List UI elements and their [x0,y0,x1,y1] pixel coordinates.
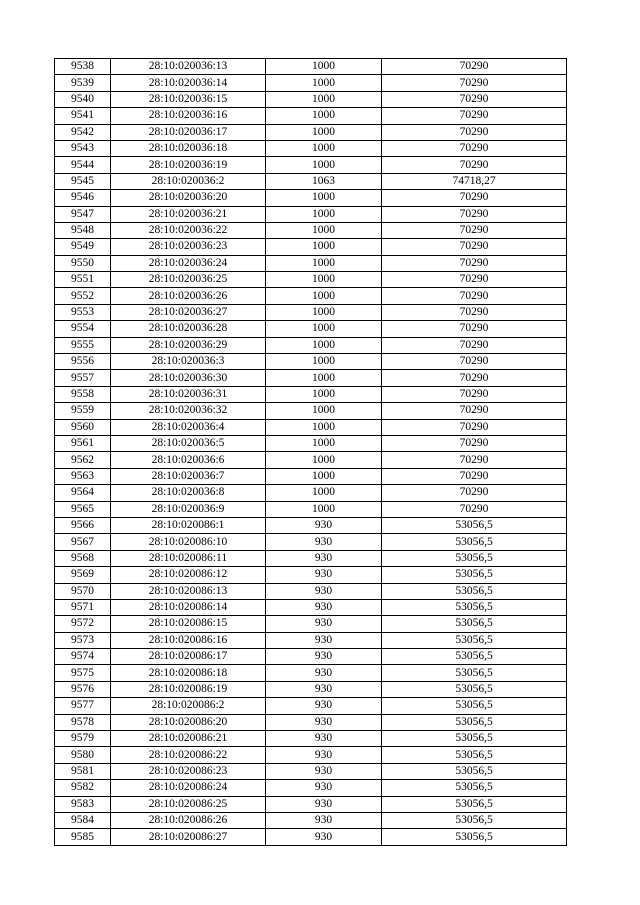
table-row [55,337,567,353]
row-number-cell: 9568 [55,550,111,566]
value-cell: 70290 [382,419,567,435]
row-number-cell: 9583 [55,796,111,812]
area-cell: 1000 [266,452,382,468]
cadastral-number-cell: 28:10:020086:27 [111,829,266,845]
row-number-cell: 9550 [55,255,111,271]
cadastral-number-cell: 28:10:020036:4 [111,419,266,435]
area-cell: 1000 [266,501,382,517]
area-cell: 930 [266,763,382,779]
area-cell: 1000 [266,140,382,156]
row-number-cell: 9544 [55,157,111,173]
row-number-cell: 9563 [55,468,111,484]
row-number-cell: 9553 [55,304,111,320]
value-cell: 70290 [382,386,567,402]
row-number-cell: 9574 [55,649,111,665]
table-row [55,272,567,288]
table-row [55,731,567,747]
area-cell: 1000 [266,304,382,320]
table-row [55,632,567,648]
value-cell: 70290 [382,190,567,206]
table-row [55,140,567,156]
area-cell: 1000 [266,321,382,337]
area-cell: 1000 [266,272,382,288]
area-cell: 930 [266,747,382,763]
row-number-cell: 9556 [55,354,111,370]
row-number-cell: 9565 [55,501,111,517]
area-cell: 1000 [266,59,382,75]
area-cell: 930 [266,632,382,648]
area-cell: 1063 [266,173,382,189]
table-row [55,190,567,206]
value-cell: 53056,5 [382,550,567,566]
cadastral-number-cell: 28:10:020086:15 [111,616,266,632]
row-number-cell: 9579 [55,731,111,747]
area-cell: 930 [266,616,382,632]
row-number-cell: 9557 [55,370,111,386]
cadastral-number-cell: 28:10:020036:5 [111,435,266,451]
value-cell: 53056,5 [382,649,567,665]
area-cell: 1000 [266,370,382,386]
cadastral-number-cell: 28:10:020086:12 [111,567,266,583]
row-number-cell: 9562 [55,452,111,468]
value-cell: 70290 [382,485,567,501]
table-row [55,763,567,779]
row-number-cell: 9577 [55,698,111,714]
table-row [55,452,567,468]
value-cell: 53056,5 [382,812,567,828]
value-cell: 53056,5 [382,698,567,714]
area-cell: 930 [266,534,382,550]
value-cell: 70290 [382,321,567,337]
area-cell: 1000 [266,288,382,304]
value-cell: 53056,5 [382,665,567,681]
table-row [55,812,567,828]
table-row [55,173,567,189]
table-row [55,386,567,402]
cadastral-number-cell: 28:10:020036:7 [111,468,266,484]
value-cell: 70290 [382,222,567,238]
table-row [55,550,567,566]
value-cell: 70290 [382,435,567,451]
cadastral-number-cell: 28:10:020036:17 [111,124,266,140]
table-row [55,534,567,550]
area-cell: 930 [266,567,382,583]
value-cell: 53056,5 [382,583,567,599]
row-number-cell: 9581 [55,763,111,779]
table-row [55,698,567,714]
table-row [55,321,567,337]
table-row [55,616,567,632]
value-cell: 70290 [382,304,567,320]
area-cell: 1000 [266,485,382,501]
area-cell: 930 [266,550,382,566]
area-cell: 1000 [266,403,382,419]
table-row [55,370,567,386]
table-row [55,108,567,124]
table-row [55,59,567,75]
area-cell: 1000 [266,206,382,222]
table-row [55,157,567,173]
area-cell: 1000 [266,386,382,402]
cadastral-number-cell: 28:10:020036:9 [111,501,266,517]
area-cell: 1000 [266,190,382,206]
row-number-cell: 9580 [55,747,111,763]
cadastral-number-cell: 28:10:020086:19 [111,681,266,697]
area-cell: 930 [266,796,382,812]
table-row [55,747,567,763]
area-cell: 1000 [266,222,382,238]
row-number-cell: 9567 [55,534,111,550]
area-cell: 1000 [266,157,382,173]
cadastral-number-cell: 28:10:020086:23 [111,763,266,779]
value-cell: 53056,5 [382,714,567,730]
cadastral-number-cell: 28:10:020086:10 [111,534,266,550]
area-cell: 930 [266,599,382,615]
cadastral-number-cell: 28:10:020036:29 [111,337,266,353]
value-cell: 70290 [382,370,567,386]
cadastral-number-cell: 28:10:020086:1 [111,517,266,533]
area-cell: 1000 [266,239,382,255]
row-number-cell: 9547 [55,206,111,222]
value-cell: 53056,5 [382,780,567,796]
value-cell: 70290 [382,403,567,419]
table-row [55,255,567,271]
value-cell: 53056,5 [382,567,567,583]
row-number-cell: 9570 [55,583,111,599]
area-cell: 1000 [266,337,382,353]
table-row [55,75,567,91]
value-cell: 53056,5 [382,599,567,615]
row-number-cell: 9558 [55,386,111,402]
cadastral-number-cell: 28:10:020086:25 [111,796,266,812]
table-row [55,485,567,501]
cadastral-number-cell: 28:10:020036:3 [111,354,266,370]
table-row [55,403,567,419]
cadastral-number-cell: 28:10:020036:6 [111,452,266,468]
cadastral-number-cell: 28:10:020086:22 [111,747,266,763]
table-row [55,583,567,599]
cadastral-number-cell: 28:10:020086:18 [111,665,266,681]
table-row [55,567,567,583]
area-cell: 1000 [266,354,382,370]
area-cell: 930 [266,829,382,845]
cadastral-number-cell: 28:10:020036:16 [111,108,266,124]
cadastral-number-cell: 28:10:020036:26 [111,288,266,304]
cadastral-number-cell: 28:10:020086:26 [111,812,266,828]
value-cell: 70290 [382,501,567,517]
table-row [55,435,567,451]
cadastral-number-cell: 28:10:020036:21 [111,206,266,222]
registry-table [54,58,567,846]
area-cell: 930 [266,681,382,697]
table-row [55,649,567,665]
value-cell: 70290 [382,75,567,91]
value-cell: 70290 [382,239,567,255]
value-cell: 53056,5 [382,796,567,812]
table-row [55,517,567,533]
value-cell: 70290 [382,255,567,271]
row-number-cell: 9573 [55,632,111,648]
row-number-cell: 9554 [55,321,111,337]
registry-table-body [55,59,567,846]
value-cell: 53056,5 [382,616,567,632]
table-row [55,780,567,796]
table-row [55,124,567,140]
value-cell: 70290 [382,337,567,353]
cadastral-number-cell: 28:10:020036:2 [111,173,266,189]
row-number-cell: 9576 [55,681,111,697]
cadastral-number-cell: 28:10:020036:14 [111,75,266,91]
cadastral-number-cell: 28:10:020036:20 [111,190,266,206]
value-cell: 70290 [382,91,567,107]
table-row [55,304,567,320]
row-number-cell: 9582 [55,780,111,796]
cadastral-number-cell: 28:10:020036:30 [111,370,266,386]
row-number-cell: 9549 [55,239,111,255]
table-row [55,239,567,255]
cadastral-number-cell: 28:10:020086:21 [111,731,266,747]
table-row [55,501,567,517]
table-row [55,354,567,370]
value-cell: 70290 [382,452,567,468]
area-cell: 930 [266,731,382,747]
row-number-cell: 9559 [55,403,111,419]
value-cell: 53056,5 [382,632,567,648]
cadastral-number-cell: 28:10:020086:20 [111,714,266,730]
area-cell: 930 [266,665,382,681]
cadastral-number-cell: 28:10:020086:13 [111,583,266,599]
table-row [55,288,567,304]
row-number-cell: 9560 [55,419,111,435]
table-row [55,681,567,697]
area-cell: 930 [266,649,382,665]
area-cell: 930 [266,780,382,796]
cadastral-number-cell: 28:10:020036:15 [111,91,266,107]
value-cell: 70290 [382,288,567,304]
row-number-cell: 9546 [55,190,111,206]
value-cell: 53056,5 [382,681,567,697]
area-cell: 1000 [266,255,382,271]
value-cell: 53056,5 [382,763,567,779]
table-row [55,206,567,222]
value-cell: 70290 [382,272,567,288]
row-number-cell: 9555 [55,337,111,353]
row-number-cell: 9543 [55,140,111,156]
value-cell: 70290 [382,59,567,75]
row-number-cell: 9542 [55,124,111,140]
table-row [55,419,567,435]
cadastral-number-cell: 28:10:020036:23 [111,239,266,255]
cadastral-number-cell: 28:10:020086:24 [111,780,266,796]
value-cell: 53056,5 [382,731,567,747]
area-cell: 1000 [266,91,382,107]
cadastral-number-cell: 28:10:020086:14 [111,599,266,615]
row-number-cell: 9564 [55,485,111,501]
area-cell: 930 [266,583,382,599]
area-cell: 930 [266,517,382,533]
cadastral-number-cell: 28:10:020036:8 [111,485,266,501]
area-cell: 930 [266,812,382,828]
row-number-cell: 9584 [55,812,111,828]
table-row [55,714,567,730]
value-cell: 53056,5 [382,534,567,550]
table-row [55,665,567,681]
value-cell: 70290 [382,157,567,173]
row-number-cell: 9569 [55,567,111,583]
value-cell: 70290 [382,206,567,222]
row-number-cell: 9572 [55,616,111,632]
area-cell: 1000 [266,435,382,451]
row-number-cell: 9566 [55,517,111,533]
cadastral-number-cell: 28:10:020036:22 [111,222,266,238]
table-row [55,222,567,238]
cadastral-number-cell: 28:10:020036:13 [111,59,266,75]
cadastral-number-cell: 28:10:020036:18 [111,140,266,156]
area-cell: 930 [266,714,382,730]
row-number-cell: 9538 [55,59,111,75]
cadastral-number-cell: 28:10:020036:28 [111,321,266,337]
value-cell: 53056,5 [382,747,567,763]
area-cell: 930 [266,698,382,714]
row-number-cell: 9541 [55,108,111,124]
area-cell: 1000 [266,108,382,124]
row-number-cell: 9539 [55,75,111,91]
cadastral-number-cell: 28:10:020036:27 [111,304,266,320]
table-row [55,829,567,845]
row-number-cell: 9540 [55,91,111,107]
row-number-cell: 9552 [55,288,111,304]
area-cell: 1000 [266,124,382,140]
table-row [55,91,567,107]
cadastral-number-cell: 28:10:020036:31 [111,386,266,402]
table-row [55,599,567,615]
table-row [55,796,567,812]
row-number-cell: 9545 [55,173,111,189]
value-cell: 70290 [382,468,567,484]
area-cell: 1000 [266,75,382,91]
value-cell: 70290 [382,124,567,140]
value-cell: 70290 [382,140,567,156]
cadastral-number-cell: 28:10:020036:24 [111,255,266,271]
value-cell: 53056,5 [382,517,567,533]
value-cell: 74718,27 [382,173,567,189]
cadastral-number-cell: 28:10:020086:11 [111,550,266,566]
value-cell: 70290 [382,354,567,370]
cadastral-number-cell: 28:10:020036:32 [111,403,266,419]
row-number-cell: 9585 [55,829,111,845]
cadastral-number-cell: 28:10:020086:2 [111,698,266,714]
cadastral-number-cell: 28:10:020086:17 [111,649,266,665]
cadastral-number-cell: 28:10:020036:19 [111,157,266,173]
area-cell: 1000 [266,419,382,435]
cadastral-number-cell: 28:10:020086:16 [111,632,266,648]
row-number-cell: 9548 [55,222,111,238]
row-number-cell: 9571 [55,599,111,615]
row-number-cell: 9578 [55,714,111,730]
area-cell: 1000 [266,468,382,484]
row-number-cell: 9575 [55,665,111,681]
value-cell: 53056,5 [382,829,567,845]
value-cell: 70290 [382,108,567,124]
row-number-cell: 9561 [55,435,111,451]
cadastral-number-cell: 28:10:020036:25 [111,272,266,288]
table-row [55,468,567,484]
row-number-cell: 9551 [55,272,111,288]
